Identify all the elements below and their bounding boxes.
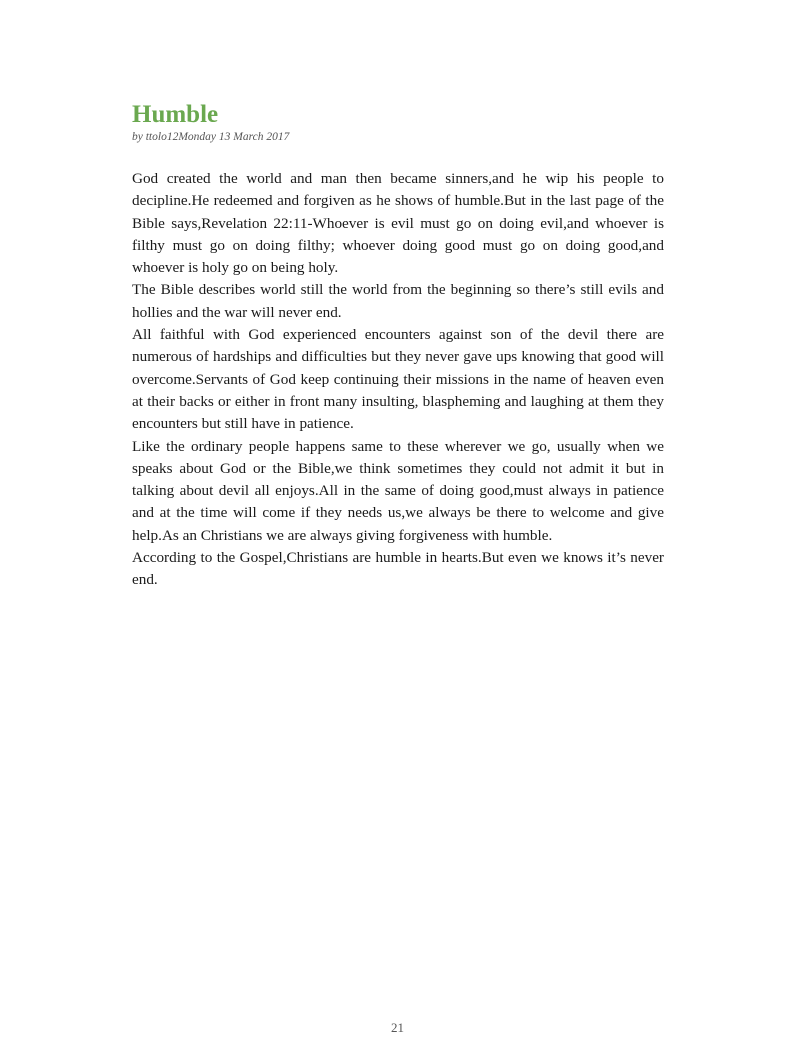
paragraph-5: According to the Gospel,Christians are humble in hearts.But even we knows it’s never end. [132, 549, 664, 589]
article-title: Humble [132, 101, 219, 128]
page-number: 21 [391, 1020, 404, 1035]
paragraph-2: The Bible describes world still the world from the beginning so there’s still evils and hollies and the war will never end. [132, 281, 664, 321]
article-body [132, 168, 664, 592]
paragraph-3: All faithful with God experienced encounters against son of the devil there are numerous of hardships and difficulties but they never gave ups knowing that good will overcome.Servants of God keep continuing their missions in the name of heaven even at their backs or either in front many insulting, blaspheming and laughing at them they encounters but still have in patience. [132, 326, 664, 433]
paragraph-4: Like the ordinary people happens same to these wherever we go, usually when we speaks about God or the Bible,we think sometimes they could not admit it but in talking about devil all enjoys.All in the same of doing good,must always in patience and at the time will come if they needs us,we always be there to welcome and give help.As an Christians we are always giving forgiveness with humble. [132, 437, 664, 544]
article-byline: by ttolo12Monday 13 March 2017 [132, 131, 290, 143]
paragraph-1: God created the world and man then became sinners,and he wip his people to decipline.He redeemed and forgiven as he shows of humble.But in the last page of the Bible says,Revelation 22:11-Whoever is evil must go on doing evil,and whoever is filthy must go on doing filthy; whoever doing good must go on doing good,and whoever is holy go on being holy. [132, 170, 664, 277]
article [132, 100, 664, 592]
